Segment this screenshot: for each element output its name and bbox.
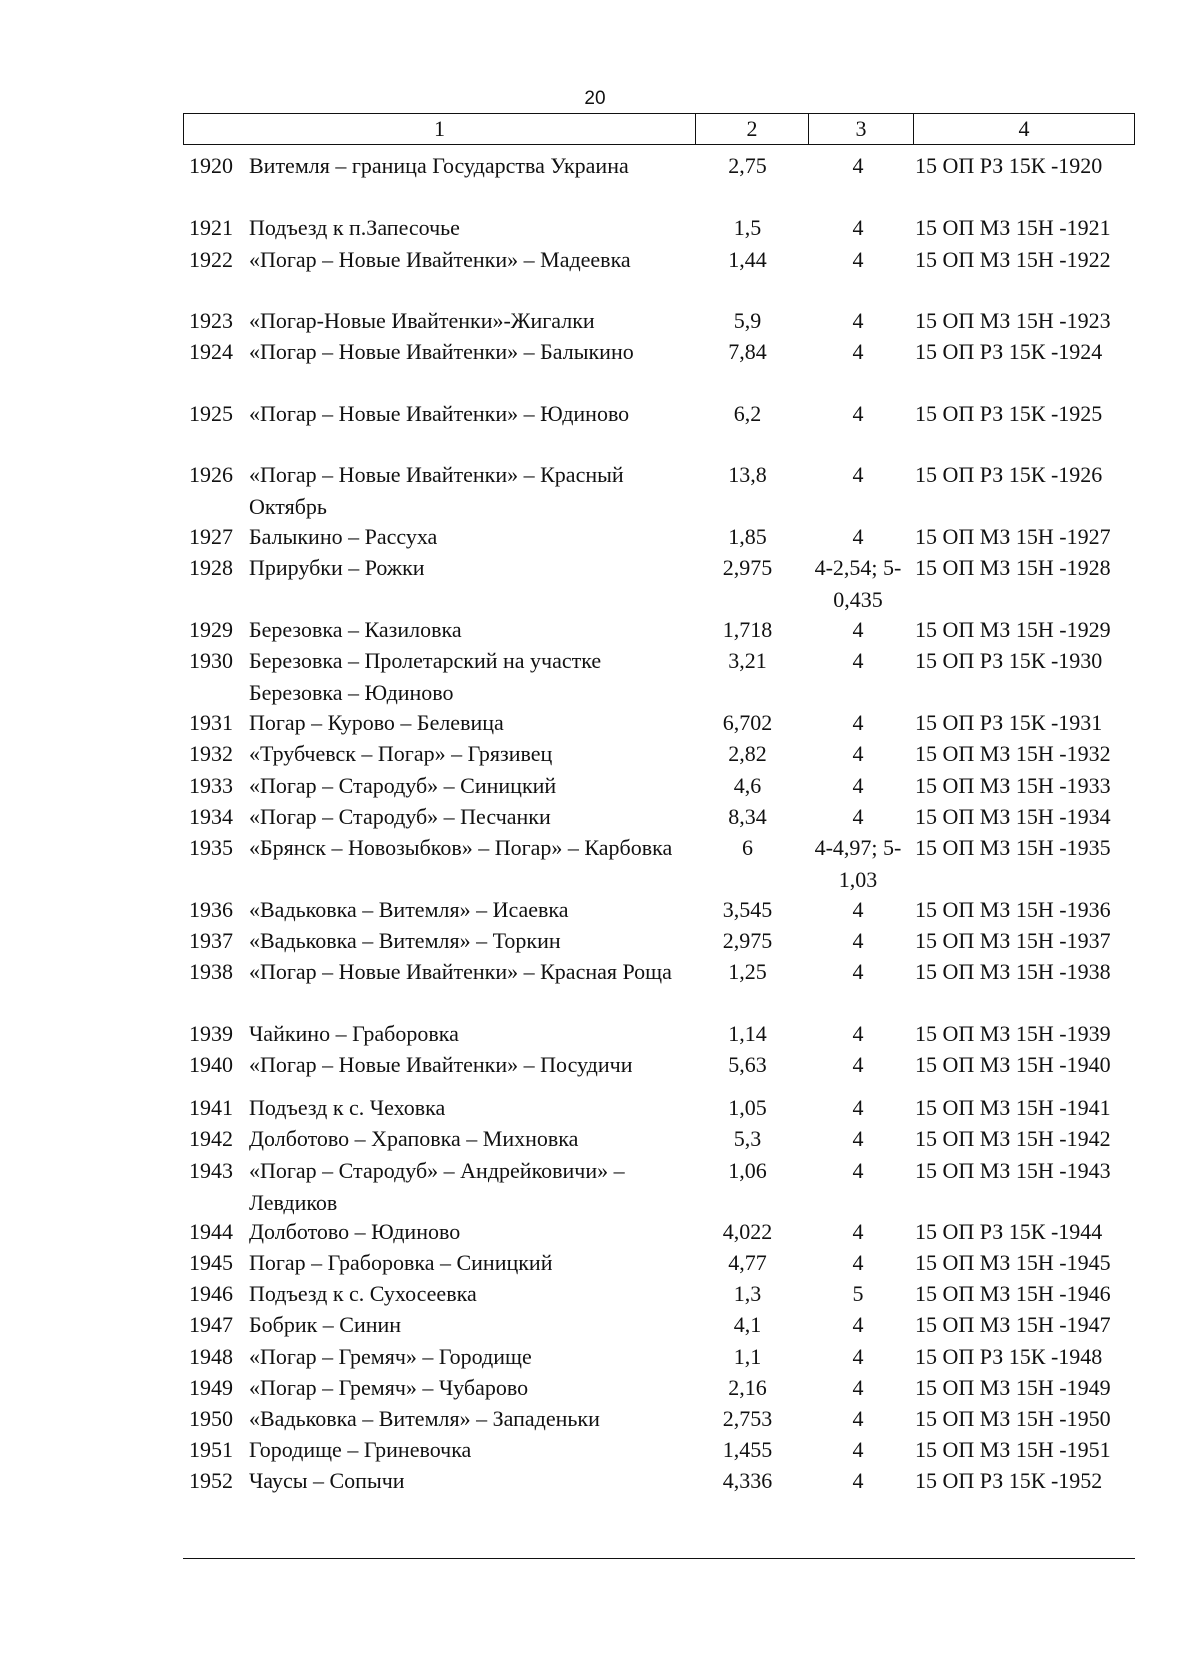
road-name: «Вадьковка – Витемля» – Торкин	[249, 928, 561, 953]
row-number: 1922	[189, 247, 233, 272]
road-name: «Погар – Стародуб» – Андрейковичи» – Левдиков	[249, 1158, 625, 1215]
road-category: 4	[852, 1312, 864, 1337]
road-code: 15 ОП МЗ 15Н -1935	[915, 835, 1111, 860]
road-name: Прирубки – Рожки	[249, 555, 425, 580]
road-category: 4	[852, 1052, 864, 1077]
road-name: Долботово – Храповка – Михновка	[249, 1126, 579, 1151]
road-category: 4	[852, 462, 864, 487]
road-category: 4	[852, 1375, 864, 1400]
row-number: 1934	[189, 804, 233, 829]
road-length: 7,84	[728, 339, 767, 364]
road-length: 1,14	[728, 1021, 767, 1046]
road-category: 4	[852, 1219, 864, 1244]
road-name: «Погар – Гремяч» – Городище	[249, 1344, 532, 1369]
road-length: 3,21	[728, 648, 767, 673]
road-category: 4	[852, 897, 864, 922]
row-number: 1926	[189, 462, 233, 487]
road-name: Погар – Граборовка – Синицкий	[249, 1250, 553, 1275]
road-code: 15 ОП МЗ 15Н -1940	[915, 1052, 1111, 1077]
row-number: 1936	[189, 897, 233, 922]
road-code: 15 ОП МЗ 15Н -1936	[915, 897, 1111, 922]
road-category: 4	[852, 1468, 864, 1493]
road-name: Подъезд к с. Сухосеевка	[249, 1281, 477, 1306]
road-category: 4-2,54; 5-0,435	[814, 555, 902, 612]
road-length: 1,3	[733, 1281, 762, 1306]
road-name: «Погар – Новые Ивайтенки» – Балыкино	[249, 339, 634, 364]
road-category: 4	[852, 1126, 864, 1151]
road-length: 5,63	[728, 1052, 767, 1077]
road-length: 4,6	[733, 773, 762, 798]
road-length: 6,2	[733, 401, 762, 426]
road-code: 15 ОП МЗ 15Н -1947	[915, 1312, 1111, 1337]
road-length: 1,718	[722, 617, 773, 642]
road-name: «Вадьковка – Витемля» – Западеньки	[249, 1406, 600, 1431]
road-category: 4	[852, 1095, 864, 1120]
road-name: «Погар – Стародуб» – Песчанки	[249, 804, 551, 829]
road-code: 15 ОП МЗ 15Н -1949	[915, 1375, 1111, 1400]
row-number: 1941	[189, 1095, 233, 1120]
road-length: 2,82	[728, 741, 767, 766]
road-code: 15 ОП РЗ 15К -1926	[915, 462, 1103, 487]
road-code: 15 ОП МЗ 15Н -1928	[915, 555, 1111, 580]
road-length: 2,975	[722, 555, 773, 580]
row-number: 1946	[189, 1281, 233, 1306]
road-length: 1,25	[728, 959, 767, 984]
row-number: 1944	[189, 1219, 233, 1244]
row-number: 1947	[189, 1312, 233, 1337]
road-length: 5,3	[733, 1126, 762, 1151]
road-name: Балыкино – Рассуха	[249, 524, 438, 549]
table-header	[183, 113, 1135, 145]
road-length: 4,022	[722, 1219, 773, 1244]
row-number: 1938	[189, 959, 233, 984]
road-name: «Погар – Новые Ивайтенки» – Посудичи	[249, 1052, 633, 1077]
road-name: «Погар – Новые Ивайтенки» – Мадеевка	[249, 247, 631, 272]
road-category: 4	[852, 1437, 864, 1462]
road-category: 4	[852, 773, 864, 798]
table-bottom-rule	[183, 1558, 1135, 1559]
road-length: 6,702	[722, 710, 773, 735]
road-code: 15 ОП МЗ 15Н -1943	[915, 1158, 1111, 1183]
road-length: 3,545	[722, 897, 773, 922]
road-name: «Вадьковка – Витемля» – Исаевка	[249, 897, 569, 922]
row-number: 1939	[189, 1021, 233, 1046]
road-code: 15 ОП РЗ 15К -1931	[915, 710, 1103, 735]
road-code: 15 ОП РЗ 15К -1948	[915, 1344, 1103, 1369]
road-length: 4,336	[722, 1468, 773, 1493]
road-code: 15 ОП РЗ 15К -1925	[915, 401, 1103, 426]
row-number: 1931	[189, 710, 233, 735]
row-number: 1924	[189, 339, 233, 364]
row-number: 1937	[189, 928, 233, 953]
road-length: 4,1	[733, 1312, 762, 1337]
road-code: 15 ОП МЗ 15Н -1923	[915, 308, 1111, 333]
road-name: Витемля – граница Государства Украина	[249, 153, 629, 178]
road-category: 4	[852, 1250, 864, 1275]
road-name: Подъезд к с. Чеховка	[249, 1095, 446, 1120]
road-name: Березовка – Казиловка	[249, 617, 462, 642]
row-number: 1921	[189, 215, 233, 240]
road-code: 15 ОП РЗ 15К -1930	[915, 648, 1103, 673]
road-category: 4	[852, 1021, 864, 1046]
road-name: Березовка – Пролетарский на участке Березовка – Юдиново	[249, 648, 602, 705]
road-category: 4	[852, 339, 864, 364]
road-category: 4	[852, 617, 864, 642]
road-name: «Погар – Стародуб» – Синицкий	[249, 773, 557, 798]
road-length: 6	[742, 835, 753, 860]
road-length: 4,77	[728, 1250, 767, 1275]
road-name: «Погар-Новые Ивайтенки»-Жигалки	[249, 308, 595, 333]
road-code: 15 ОП МЗ 15Н -1945	[915, 1250, 1111, 1275]
row-number: 1952	[189, 1468, 233, 1493]
road-length: 2,75	[728, 153, 767, 178]
road-length: 1,85	[728, 524, 767, 549]
road-code: 15 ОП РЗ 15К -1952	[915, 1468, 1103, 1493]
road-category: 4	[852, 1344, 864, 1369]
road-name: «Брянск – Новозыбков» – Погар» – Карбовка	[249, 835, 673, 860]
row-number: 1932	[189, 741, 233, 766]
road-name: Чайкино – Граборовка	[249, 1021, 459, 1046]
row-number: 1948	[189, 1344, 233, 1369]
road-category: 4	[852, 1406, 864, 1431]
road-code: 15 ОП РЗ 15К -1924	[915, 339, 1103, 364]
road-name: Бобрик – Синин	[249, 1312, 402, 1337]
row-number: 1951	[189, 1437, 233, 1462]
row-number: 1950	[189, 1406, 233, 1431]
road-code: 15 ОП МЗ 15Н -1938	[915, 959, 1111, 984]
road-length: 5,9	[733, 308, 762, 333]
road-category: 4	[852, 401, 864, 426]
road-category: 4	[852, 928, 864, 953]
row-number: 1943	[189, 1158, 233, 1183]
road-length: 1,06	[728, 1158, 767, 1183]
road-category: 4-4,97; 5-1,03	[814, 835, 902, 892]
road-length: 1,05	[728, 1095, 767, 1120]
road-category: 4	[852, 804, 864, 829]
road-name: Долботово – Юдиново	[249, 1219, 461, 1244]
road-code: 15 ОП РЗ 15К -1920	[915, 153, 1103, 178]
road-code: 15 ОП МЗ 15Н -1951	[915, 1437, 1111, 1462]
row-number: 1928	[189, 555, 233, 580]
header-col-3: 3	[809, 114, 914, 144]
road-name: Чаусы – Сопычи	[249, 1468, 405, 1493]
road-category: 4	[852, 308, 864, 333]
road-category: 4	[852, 959, 864, 984]
road-code: 15 ОП РЗ 15К -1944	[915, 1219, 1103, 1244]
road-code: 15 ОП МЗ 15Н -1921	[915, 215, 1111, 240]
road-category: 4	[852, 710, 864, 735]
road-category: 4	[852, 215, 864, 240]
road-category: 4	[852, 153, 864, 178]
road-code: 15 ОП МЗ 15Н -1937	[915, 928, 1111, 953]
road-code: 15 ОП МЗ 15Н -1939	[915, 1021, 1111, 1046]
road-name: «Погар – Гремяч» – Чубарово	[249, 1375, 529, 1400]
road-length: 1,44	[728, 247, 767, 272]
road-name: Подъезд к п.Запесочье	[249, 215, 460, 240]
road-length: 2,753	[722, 1406, 773, 1431]
header-col-1: 1	[184, 114, 696, 144]
row-number: 1942	[189, 1126, 233, 1151]
road-length: 13,8	[728, 462, 767, 487]
road-name: «Погар – Новые Ивайтенки» – Красный Октябрь	[249, 462, 624, 519]
road-code: 15 ОП МЗ 15Н -1941	[915, 1095, 1111, 1120]
row-number: 1933	[189, 773, 233, 798]
road-category: 5	[852, 1281, 864, 1306]
road-code: 15 ОП МЗ 15Н -1922	[915, 247, 1111, 272]
road-name: Погар – Курово – Белевица	[249, 710, 504, 735]
road-code: 15 ОП МЗ 15Н -1927	[915, 524, 1111, 549]
road-code: 15 ОП МЗ 15Н -1946	[915, 1281, 1111, 1306]
road-category: 4	[852, 648, 864, 673]
row-number: 1945	[189, 1250, 233, 1275]
row-number: 1935	[189, 835, 233, 860]
row-number: 1927	[189, 524, 233, 549]
header-col-2: 2	[696, 114, 809, 144]
road-code: 15 ОП МЗ 15Н -1942	[915, 1126, 1111, 1151]
row-number: 1930	[189, 648, 233, 673]
row-number: 1929	[189, 617, 233, 642]
road-code: 15 ОП МЗ 15Н -1933	[915, 773, 1111, 798]
road-name: «Погар – Новые Ивайтенки» – Красная Роща	[249, 959, 672, 984]
page-number: 20	[584, 88, 606, 109]
row-number: 1940	[189, 1052, 233, 1077]
road-length: 1,5	[733, 215, 762, 240]
row-number: 1925	[189, 401, 233, 426]
road-length: 1,455	[722, 1437, 773, 1462]
road-category: 4	[852, 1158, 864, 1183]
road-length: 8,34	[728, 804, 767, 829]
road-name: Городище – Гриневочка	[249, 1437, 472, 1462]
road-code: 15 ОП МЗ 15Н -1934	[915, 804, 1111, 829]
header-col-4: 4	[1018, 116, 1030, 141]
road-category: 4	[852, 247, 864, 272]
row-number: 1923	[189, 308, 233, 333]
road-category: 4	[852, 524, 864, 549]
road-name: «Погар – Новые Ивайтенки» – Юдиново	[249, 401, 630, 426]
row-number: 1949	[189, 1375, 233, 1400]
road-code: 15 ОП МЗ 15Н -1950	[915, 1406, 1111, 1431]
road-length: 2,975	[722, 928, 773, 953]
road-length: 2,16	[728, 1375, 767, 1400]
road-category: 4	[852, 741, 864, 766]
road-code: 15 ОП МЗ 15Н -1929	[915, 617, 1111, 642]
road-length: 1,1	[733, 1344, 762, 1369]
road-code: 15 ОП МЗ 15Н -1932	[915, 741, 1111, 766]
road-name: «Трубчевск – Погар» – Грязивец	[249, 741, 553, 766]
row-number: 1920	[189, 153, 233, 178]
